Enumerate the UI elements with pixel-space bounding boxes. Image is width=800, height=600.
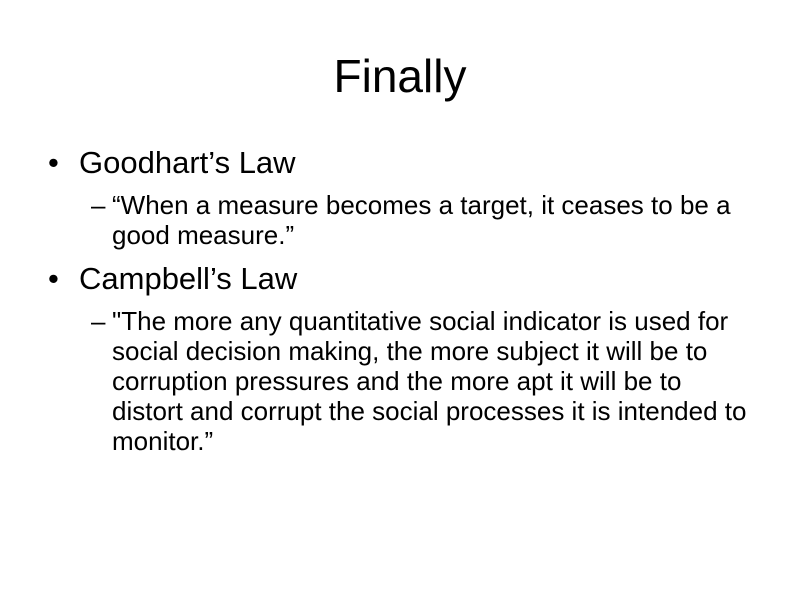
bullet-goodharts-law — [44, 142, 764, 250]
campbell-quote: "The more any quantitative social indicator is used for social decision making, the more subject it will be to corruption pressures and the more apt it will be to distort and corrupt the social processes it is intended to monitor.” — [112, 306, 747, 456]
bullet-label: Campbell’s Law — [79, 261, 298, 296]
slide-title: Finally — [333, 50, 467, 102]
goodhart-quote: “When a measure becomes a target, it ceases to be a good measure.” — [112, 190, 731, 250]
bullet-list — [44, 142, 764, 464]
sub-list — [79, 306, 764, 456]
bullet-marker: • — [48, 261, 59, 296]
sub-bullet-marker: – — [91, 306, 106, 336]
bullet-marker: • — [48, 145, 59, 180]
bullet-label: Goodhart’s Law — [79, 145, 296, 180]
sub-list — [79, 190, 764, 250]
sub-bullet-marker: – — [91, 190, 106, 220]
sub-item-campbell-quote — [79, 306, 752, 456]
sub-item-goodhart-quote — [79, 190, 752, 250]
bullet-campbells-law — [44, 258, 764, 456]
